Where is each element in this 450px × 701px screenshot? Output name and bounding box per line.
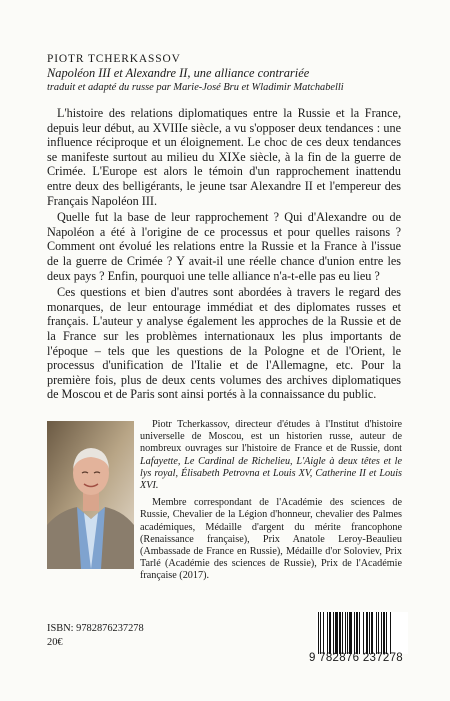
- author-biography: [140, 419, 402, 588]
- isbn: ISBN: 9782876237278: [47, 623, 144, 634]
- bio-intro: Piotr Tcherkassov, directeur d'études à l'Institut d'histoire universelle de Moscou, est un historien russe, auteur de nombreux ouvrages sur l'histoire de France et de Russie, dont: [140, 419, 402, 455]
- blurb-paragraph: L'histoire des relations diplomatiques entre la Russie et la France, depuis leur début, au XVIIIe siècle, a vu s'opposer deux tendances : une influence réciproque et un éloignement. Le choc de ces deux tendances se manifeste surtout au milieu du XIXe siècle, à la fin de la guerre de Crimée. L'Europe est alors le témoin d'un rapprochement inattendu entre deux des belligérants, le jeune tsar Alexandre II et l'empereur des Français Napoléon III.: [47, 106, 401, 208]
- blurb-paragraph: Ces questions et bien d'autres sont abordées à travers le regard des monarques, de leur entourage immédiat et des diplomates russes et français. L'auteur y analyse également les approches de la Russie et de la France sur les problèmes internationaux les plus importants de l'époque – tels que les questions de la Pologne et de l'Orient, le processus d'unification de l'Italie et de l'Allemagne, etc. Pour la première fois, plus de deux cents volumes des archives diplomatiques de Moscou et de Paris sont ainsi portés à la connaissance du public.: [47, 285, 401, 402]
- price: 20€: [47, 637, 63, 648]
- blurb-paragraph: Quelle fut la base de leur rapprochement ? Qui d'Alexandre ou de Napoléon a été à l'origine de ce processus et pour quelles raisons ? Comment ont évolué les relations entre la Russie et la France à l'issue de la guerre de Crimée ? Y avait-il une réelle chance d'union entre les deux pays ? Enfin, pourquoi une telle alliance n'a-t-elle pas eu lieu ?: [47, 210, 401, 283]
- bio-works: Lafayette, Le Cardinal de Richelieu, L'Aigle à deux têtes et le lys royal, Élisabeth Petrovna et Louis XV, Catherine II et Louis XVI.: [140, 455, 402, 492]
- bio-honors: Membre correspondant de l'Académie des sciences de Russie, Chevalier de la Légion d'honneur, chevalier des Palmes académiques, Médaille d'argent du mérite francophone (Renaissance française), Prix Anatole Leroy-Beaulieu (Ambassade de France en Russie), Médaille d'or Soloviev, Prix Tarlé (Académie des sciences de Russie), Prix de l'Académie française (2017).: [140, 497, 402, 582]
- translation-credit: traduit et adapté du russe par Marie-José Bru et Wladimir Matchabelli: [47, 82, 344, 93]
- bio-paragraph: [140, 419, 402, 492]
- author-name: PIOTR TCHERKASSOV: [47, 53, 181, 65]
- barcode-digits: 9 782876 237278: [308, 652, 404, 664]
- author-photo: [47, 421, 134, 569]
- book-title: Napoléon III et Alexandre II, une alliance contrariée: [47, 66, 310, 80]
- blurb: [47, 106, 401, 404]
- header-block: [47, 52, 417, 94]
- barcode: [316, 612, 408, 654]
